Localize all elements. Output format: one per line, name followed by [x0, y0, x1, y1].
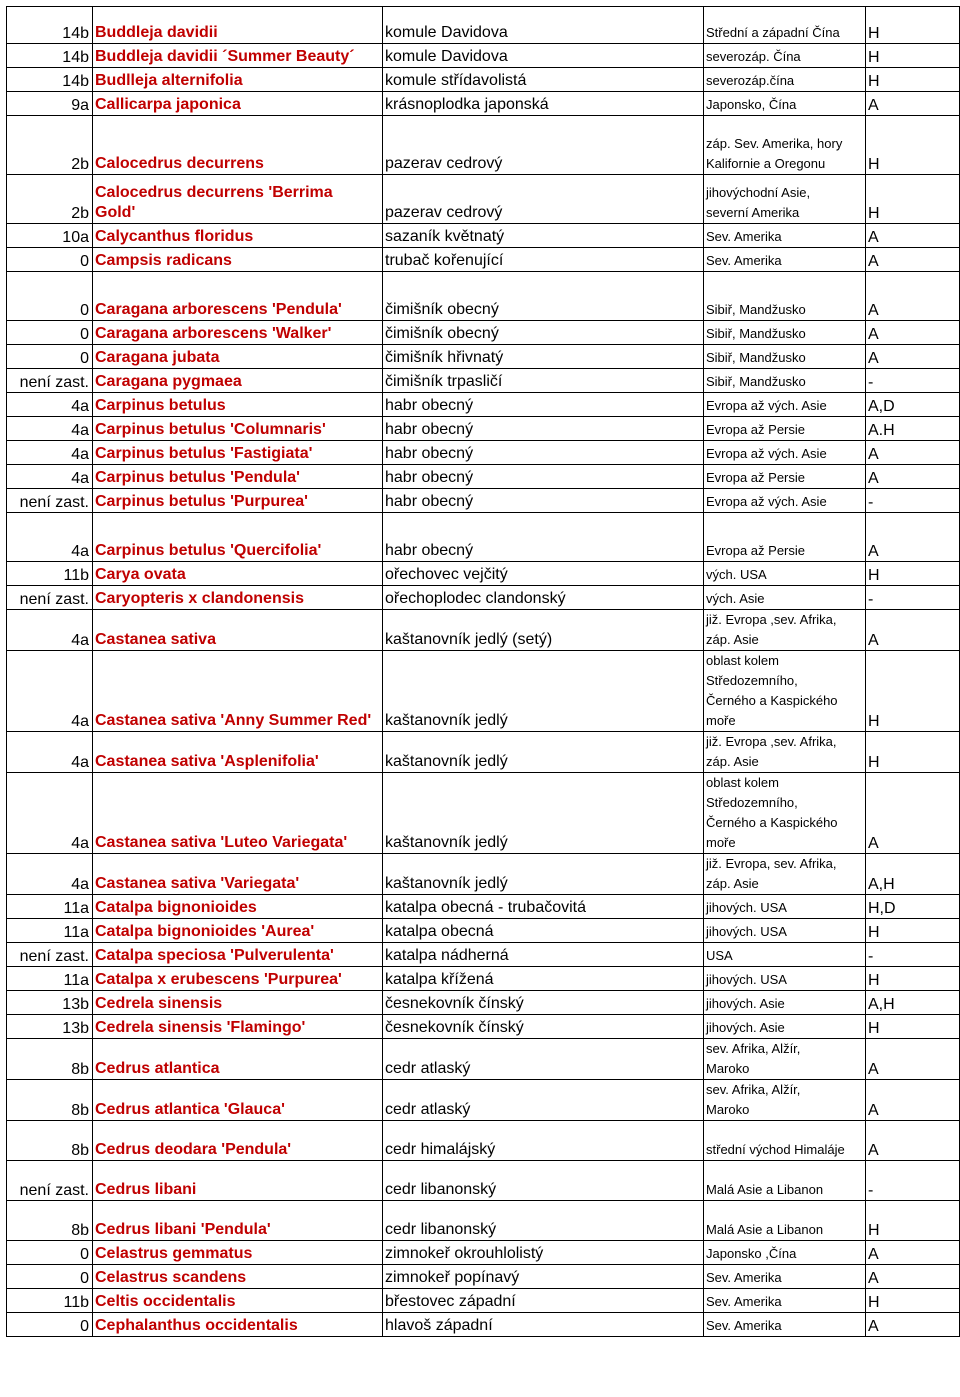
use-code-cell: A: [866, 92, 960, 116]
latin-name-cell: Carpinus betulus: [93, 393, 383, 417]
hardiness-zone-cell: 4a: [7, 610, 93, 651]
origin-cell: Japonsko, Čína: [704, 92, 866, 116]
hardiness-zone-cell: 11a: [7, 967, 93, 991]
origin-cell: Sibiř, Mandžusko: [704, 345, 866, 369]
latin-name-cell: Callicarpa japonica: [93, 92, 383, 116]
use-code-cell: H: [866, 7, 960, 44]
czech-name-cell: pazerav cedrový: [383, 175, 704, 224]
hardiness-zone-cell: 14b: [7, 68, 93, 92]
origin-cell: Sibiř, Mandžusko: [704, 272, 866, 321]
czech-name-cell: kaštanovník jedlý (setý): [383, 610, 704, 651]
hardiness-zone-cell: 14b: [7, 7, 93, 44]
hardiness-zone-cell: 4a: [7, 441, 93, 465]
hardiness-zone-cell: 11b: [7, 562, 93, 586]
czech-name-cell: habr obecný: [383, 513, 704, 562]
use-code-cell: A: [866, 513, 960, 562]
hardiness-zone-cell: 0: [7, 321, 93, 345]
latin-name-cell: Catalpa bignonioides: [93, 895, 383, 919]
origin-cell: oblast kolem Středozemního, Černého a Kaspického moře: [704, 773, 866, 854]
latin-name-cell: Buddleja davidii ´Summer Beauty´: [93, 44, 383, 68]
czech-name-cell: katalpa obecná: [383, 919, 704, 943]
table-row: [7, 586, 960, 610]
origin-cell: jihových. USA: [704, 919, 866, 943]
czech-name-cell: zimnokeř popínavý: [383, 1265, 704, 1289]
origin-cell: vých. Asie: [704, 586, 866, 610]
table-row: [7, 68, 960, 92]
use-code-cell: H: [866, 732, 960, 773]
czech-name-cell: katalpa nádherná: [383, 943, 704, 967]
table-row: [7, 562, 960, 586]
latin-name-cell: Carpinus betulus 'Quercifolia': [93, 513, 383, 562]
latin-name-cell: Celastrus gemmatus: [93, 1241, 383, 1265]
czech-name-cell: cedr atlaský: [383, 1039, 704, 1080]
hardiness-zone-cell: 8b: [7, 1039, 93, 1080]
origin-cell: Evropa až Persie: [704, 513, 866, 562]
latin-name-cell: Cedrela sinensis 'Flamingo': [93, 1015, 383, 1039]
table-row: [7, 895, 960, 919]
origin-cell: jihových. Asie: [704, 1015, 866, 1039]
use-code-cell: H: [866, 1201, 960, 1241]
hardiness-zone-cell: 11a: [7, 895, 93, 919]
table-row: [7, 773, 960, 854]
czech-name-cell: trubač kořenující: [383, 248, 704, 272]
czech-name-cell: cedr libanonský: [383, 1161, 704, 1201]
hardiness-zone-cell: 4a: [7, 773, 93, 854]
origin-cell: jihových. Asie: [704, 991, 866, 1015]
czech-name-cell: cedr himalájský: [383, 1121, 704, 1161]
hardiness-zone-cell: 8b: [7, 1121, 93, 1161]
latin-name-cell: Caragana pygmaea: [93, 369, 383, 393]
czech-name-cell: čimišník obecný: [383, 272, 704, 321]
table-row: [7, 967, 960, 991]
latin-name-cell: Celtis occidentalis: [93, 1289, 383, 1313]
hardiness-zone-cell: 0: [7, 1313, 93, 1337]
czech-name-cell: habr obecný: [383, 441, 704, 465]
origin-cell: severozáp.čína: [704, 68, 866, 92]
use-code-cell: A: [866, 1241, 960, 1265]
czech-name-cell: habr obecný: [383, 393, 704, 417]
table-row: [7, 92, 960, 116]
origin-cell: sev. Afrika, Alžír, Maroko: [704, 1039, 866, 1080]
latin-name-cell: Cedrus atlantica: [93, 1039, 383, 1080]
latin-name-cell: Carpinus betulus 'Pendula': [93, 465, 383, 489]
table-row: [7, 489, 960, 513]
use-code-cell: A: [866, 224, 960, 248]
use-code-cell: A: [866, 1039, 960, 1080]
use-code-cell: A: [866, 773, 960, 854]
latin-name-cell: Buddleja davidii: [93, 7, 383, 44]
origin-cell: Malá Asie a Libanon: [704, 1201, 866, 1241]
hardiness-zone-cell: 13b: [7, 991, 93, 1015]
use-code-cell: H: [866, 1289, 960, 1313]
table-row: [7, 248, 960, 272]
latin-name-cell: Castanea sativa 'Luteo Variegata': [93, 773, 383, 854]
use-code-cell: A: [866, 1265, 960, 1289]
origin-cell: Evropa až vých. Asie: [704, 393, 866, 417]
czech-name-cell: krásnoplodka japonská: [383, 92, 704, 116]
use-code-cell: -: [866, 943, 960, 967]
latin-name-cell: Celastrus scandens: [93, 1265, 383, 1289]
hardiness-zone-cell: 8b: [7, 1080, 93, 1121]
origin-cell: Japonsko ,Čína: [704, 1241, 866, 1265]
table-row: [7, 345, 960, 369]
hardiness-zone-cell: 11a: [7, 919, 93, 943]
hardiness-zone-cell: 2b: [7, 116, 93, 175]
czech-name-cell: kaštanovník jedlý: [383, 651, 704, 732]
latin-name-cell: Carya ovata: [93, 562, 383, 586]
hardiness-zone-cell: 0: [7, 345, 93, 369]
origin-cell: Evropa až vých. Asie: [704, 441, 866, 465]
table-row: [7, 441, 960, 465]
table-row: [7, 369, 960, 393]
hardiness-zone-cell: 2b: [7, 175, 93, 224]
origin-cell: jihovýchodní Asie, severní Amerika: [704, 175, 866, 224]
origin-cell: vých. USA: [704, 562, 866, 586]
use-code-cell: A: [866, 345, 960, 369]
table-row: [7, 7, 960, 44]
czech-name-cell: katalpa obecná - trubačovitá: [383, 895, 704, 919]
use-code-cell: A,H: [866, 854, 960, 895]
latin-name-cell: Cedrus libani 'Pendula': [93, 1201, 383, 1241]
hardiness-zone-cell: 0: [7, 1265, 93, 1289]
czech-name-cell: kaštanovník jedlý: [383, 773, 704, 854]
latin-name-cell: Caragana arborescens 'Pendula': [93, 272, 383, 321]
origin-cell: střední východ Himaláje: [704, 1121, 866, 1161]
czech-name-cell: katalpa křížená: [383, 967, 704, 991]
use-code-cell: A.H: [866, 417, 960, 441]
hardiness-zone-cell: 4a: [7, 732, 93, 773]
table-row: [7, 321, 960, 345]
origin-cell: již. Evropa ,sev. Afrika, záp. Asie: [704, 610, 866, 651]
hardiness-zone-cell: 4a: [7, 513, 93, 562]
czech-name-cell: habr obecný: [383, 465, 704, 489]
use-code-cell: A: [866, 1121, 960, 1161]
origin-cell: již. Evropa, sev. Afrika, záp. Asie: [704, 854, 866, 895]
table-row: [7, 513, 960, 562]
hardiness-zone-cell: není zast.: [7, 586, 93, 610]
origin-cell: Malá Asie a Libanon: [704, 1161, 866, 1201]
latin-name-cell: Caragana jubata: [93, 345, 383, 369]
use-code-cell: -: [866, 1161, 960, 1201]
hardiness-zone-cell: 4a: [7, 417, 93, 441]
czech-name-cell: čimišník obecný: [383, 321, 704, 345]
table-row: [7, 1313, 960, 1337]
hardiness-zone-cell: 0: [7, 272, 93, 321]
latin-name-cell: Budlleja alternifolia: [93, 68, 383, 92]
origin-cell: Sibiř, Mandžusko: [704, 321, 866, 345]
hardiness-zone-cell: 11b: [7, 1289, 93, 1313]
czech-name-cell: ořechoplodec clandonský: [383, 586, 704, 610]
table-row: [7, 1080, 960, 1121]
use-code-cell: A: [866, 272, 960, 321]
use-code-cell: A,D: [866, 393, 960, 417]
use-code-cell: A,H: [866, 991, 960, 1015]
czech-name-cell: čimišník hřivnatý: [383, 345, 704, 369]
use-code-cell: H: [866, 651, 960, 732]
use-code-cell: H: [866, 562, 960, 586]
table-row: [7, 651, 960, 732]
hardiness-zone-cell: 10a: [7, 224, 93, 248]
use-code-cell: -: [866, 489, 960, 513]
czech-name-cell: pazerav cedrový: [383, 116, 704, 175]
use-code-cell: A: [866, 465, 960, 489]
table-row: [7, 44, 960, 68]
czech-name-cell: cedr libanonský: [383, 1201, 704, 1241]
origin-cell: již. Evropa ,sev. Afrika, záp. Asie: [704, 732, 866, 773]
use-code-cell: H: [866, 175, 960, 224]
table-row: [7, 919, 960, 943]
origin-cell: Sev. Amerika: [704, 248, 866, 272]
hardiness-zone-cell: 4a: [7, 465, 93, 489]
origin-cell: Střední a západní Čína: [704, 7, 866, 44]
table-row: [7, 1161, 960, 1201]
table-row: [7, 610, 960, 651]
use-code-cell: A: [866, 248, 960, 272]
origin-cell: oblast kolem Středozemního, Černého a Kaspického moře: [704, 651, 866, 732]
table-row: [7, 175, 960, 224]
latin-name-cell: Carpinus betulus 'Purpurea': [93, 489, 383, 513]
hardiness-zone-cell: 8b: [7, 1201, 93, 1241]
table-row: [7, 1241, 960, 1265]
czech-name-cell: cedr atlaský: [383, 1080, 704, 1121]
table-row: [7, 465, 960, 489]
hardiness-zone-cell: 0: [7, 1241, 93, 1265]
latin-name-cell: Cedrus deodara 'Pendula': [93, 1121, 383, 1161]
table-row: [7, 1265, 960, 1289]
latin-name-cell: Caragana arborescens 'Walker': [93, 321, 383, 345]
use-code-cell: -: [866, 586, 960, 610]
plant-table-sheet: [6, 6, 959, 1337]
table-row: [7, 1015, 960, 1039]
hardiness-zone-cell: 4a: [7, 393, 93, 417]
table-row: [7, 991, 960, 1015]
latin-name-cell: Carpinus betulus 'Columnaris': [93, 417, 383, 441]
latin-name-cell: Cedrus atlantica 'Glauca': [93, 1080, 383, 1121]
czech-name-cell: břestovec západní: [383, 1289, 704, 1313]
czech-name-cell: komule střídavolistá: [383, 68, 704, 92]
latin-name-cell: Caryopteris x clandonensis: [93, 586, 383, 610]
origin-cell: USA: [704, 943, 866, 967]
czech-name-cell: zimnokeř okrouhlolistý: [383, 1241, 704, 1265]
czech-name-cell: kaštanovník jedlý: [383, 732, 704, 773]
latin-name-cell: Cephalanthus occidentalis: [93, 1313, 383, 1337]
table-row: [7, 272, 960, 321]
latin-name-cell: Catalpa speciosa 'Pulverulenta': [93, 943, 383, 967]
hardiness-zone-cell: není zast.: [7, 943, 93, 967]
czech-name-cell: habr obecný: [383, 417, 704, 441]
czech-name-cell: ořechovec vejčitý: [383, 562, 704, 586]
czech-name-cell: hlavoš západní: [383, 1313, 704, 1337]
hardiness-zone-cell: 13b: [7, 1015, 93, 1039]
table-row: [7, 393, 960, 417]
latin-name-cell: Cedrus libani: [93, 1161, 383, 1201]
origin-cell: Sev. Amerika: [704, 1313, 866, 1337]
use-code-cell: H: [866, 967, 960, 991]
use-code-cell: H: [866, 116, 960, 175]
plant-table: [6, 6, 960, 1337]
czech-name-cell: komule Davidova: [383, 7, 704, 44]
use-code-cell: H,D: [866, 895, 960, 919]
table-row: [7, 854, 960, 895]
origin-cell: záp. Sev. Amerika, hory Kalifornie a Oregonu: [704, 116, 866, 175]
czech-name-cell: habr obecný: [383, 489, 704, 513]
use-code-cell: -: [866, 369, 960, 393]
latin-name-cell: Castanea sativa: [93, 610, 383, 651]
table-row: [7, 1039, 960, 1080]
hardiness-zone-cell: není zast.: [7, 489, 93, 513]
czech-name-cell: sazaník květnatý: [383, 224, 704, 248]
latin-name-cell: Catalpa x erubescens 'Purpurea': [93, 967, 383, 991]
use-code-cell: H: [866, 919, 960, 943]
latin-name-cell: Castanea sativa 'Asplenifolia': [93, 732, 383, 773]
use-code-cell: H: [866, 44, 960, 68]
table-row: [7, 417, 960, 441]
table-row: [7, 1289, 960, 1313]
hardiness-zone-cell: není zast.: [7, 1161, 93, 1201]
origin-cell: Evropa až vých. Asie: [704, 489, 866, 513]
use-code-cell: A: [866, 1313, 960, 1337]
czech-name-cell: česnekovník čínský: [383, 991, 704, 1015]
table-row: [7, 732, 960, 773]
origin-cell: Evropa až Persie: [704, 417, 866, 441]
hardiness-zone-cell: 0: [7, 248, 93, 272]
hardiness-zone-cell: 9a: [7, 92, 93, 116]
czech-name-cell: česnekovník čínský: [383, 1015, 704, 1039]
origin-cell: sev. Afrika, Alžír, Maroko: [704, 1080, 866, 1121]
table-row: [7, 224, 960, 248]
use-code-cell: A: [866, 321, 960, 345]
latin-name-cell: Carpinus betulus 'Fastigiata': [93, 441, 383, 465]
czech-name-cell: kaštanovník jedlý: [383, 854, 704, 895]
latin-name-cell: Castanea sativa 'Variegata': [93, 854, 383, 895]
latin-name-cell: Cedrela sinensis: [93, 991, 383, 1015]
latin-name-cell: Castanea sativa 'Anny Summer Red': [93, 651, 383, 732]
use-code-cell: A: [866, 610, 960, 651]
origin-cell: jihových. USA: [704, 967, 866, 991]
origin-cell: severozáp. Čína: [704, 44, 866, 68]
table-row: [7, 1201, 960, 1241]
latin-name-cell: Calocedrus decurrens 'Berrima Gold': [93, 175, 383, 224]
use-code-cell: A: [866, 1080, 960, 1121]
origin-cell: Sibiř, Mandžusko: [704, 369, 866, 393]
origin-cell: Sev. Amerika: [704, 224, 866, 248]
origin-cell: Sev. Amerika: [704, 1265, 866, 1289]
hardiness-zone-cell: 4a: [7, 854, 93, 895]
use-code-cell: H: [866, 68, 960, 92]
plant-table-body: [7, 7, 960, 1337]
origin-cell: Sev. Amerika: [704, 1289, 866, 1313]
hardiness-zone-cell: 14b: [7, 44, 93, 68]
hardiness-zone-cell: 4a: [7, 651, 93, 732]
table-row: [7, 116, 960, 175]
table-row: [7, 943, 960, 967]
hardiness-zone-cell: není zast.: [7, 369, 93, 393]
latin-name-cell: Calocedrus decurrens: [93, 116, 383, 175]
latin-name-cell: Campsis radicans: [93, 248, 383, 272]
use-code-cell: H: [866, 1015, 960, 1039]
use-code-cell: A: [866, 441, 960, 465]
origin-cell: jihových. USA: [704, 895, 866, 919]
czech-name-cell: čimišník trpasličí: [383, 369, 704, 393]
czech-name-cell: komule Davidova: [383, 44, 704, 68]
latin-name-cell: Calycanthus floridus: [93, 224, 383, 248]
latin-name-cell: Catalpa bignonioides 'Aurea': [93, 919, 383, 943]
origin-cell: Evropa až Persie: [704, 465, 866, 489]
table-row: [7, 1121, 960, 1161]
